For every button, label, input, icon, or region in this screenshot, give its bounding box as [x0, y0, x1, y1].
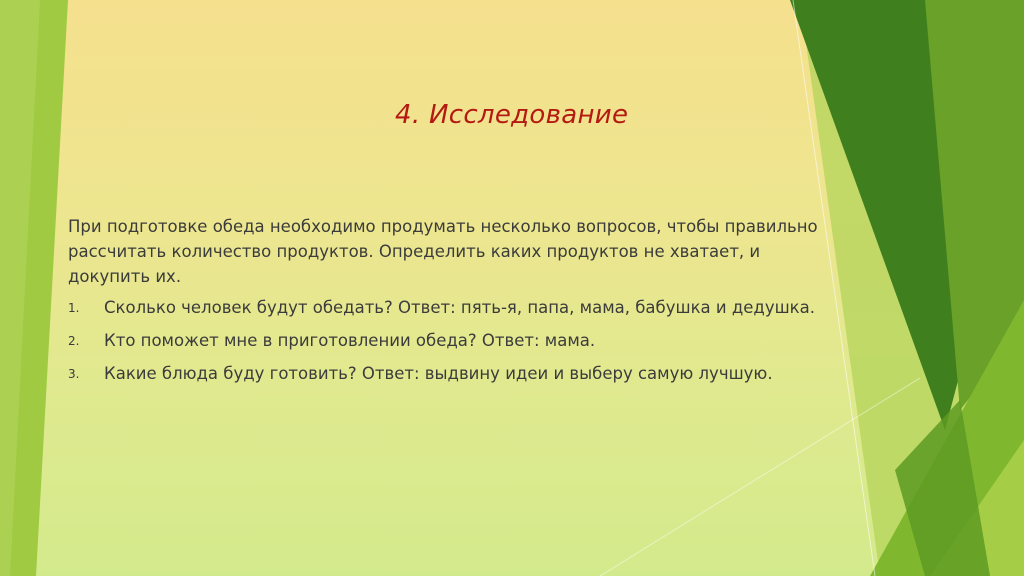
list-item	[68, 328, 838, 353]
list-item-number: 1.	[68, 301, 80, 315]
intro-paragraph: При подготовке обеда необходимо продумать несколько вопросов, чтобы правильно рассчитать количество продуктов. Определить каких продуктов не хватает, и докупить их.	[68, 217, 818, 286]
list-item-text: Кто поможет мне в приготовлении обеда? Ответ: мама.	[104, 331, 596, 350]
questions-list	[68, 295, 838, 386]
slide-body	[68, 214, 838, 394]
list-item	[68, 295, 838, 320]
slide-title: 4. Исследование	[395, 100, 629, 130]
list-item-number: 2.	[68, 334, 80, 348]
list-item-number: 3.	[68, 367, 80, 381]
list-item	[68, 361, 838, 386]
list-item-text: Какие блюда буду готовить? Ответ: выдвину идеи и выберу самую лучшую.	[104, 364, 773, 383]
list-item-text: Сколько человек будут обедать? Ответ: пять-я, папа, мама, бабушка и дедушка.	[104, 298, 816, 317]
